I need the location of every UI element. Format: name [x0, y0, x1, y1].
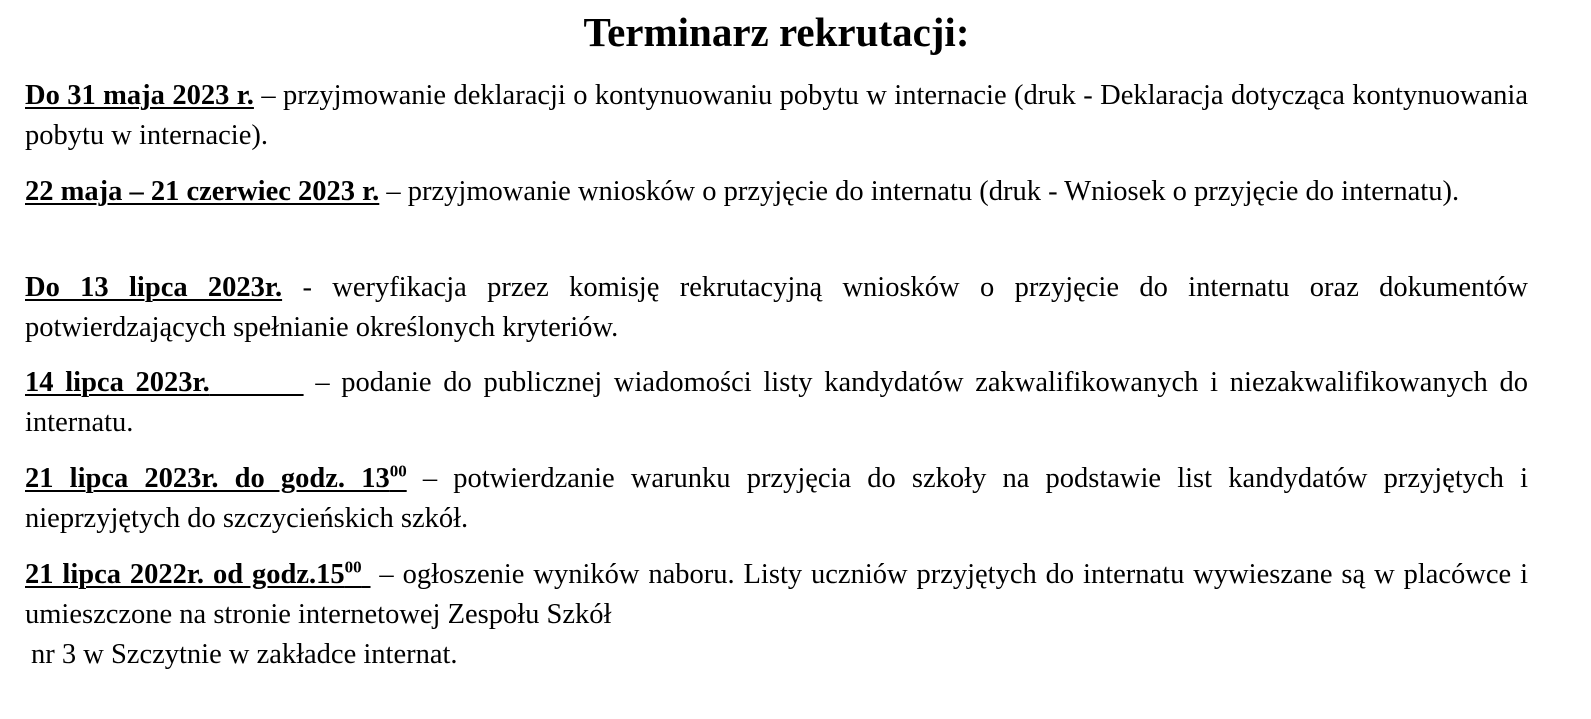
entry-text: – przyjmowanie deklaracji o kontynuowaniu pobytu w internacie (druk - Deklaracja dotycząca kontynuowania pobytu w internacie).: [25, 80, 1529, 151]
entry-date-text: 21 lipca 2022r. od godz.15: [25, 559, 345, 590]
entry-date-superscript: 00: [389, 461, 407, 481]
entry-date: Do 13 lipca 2023r.: [25, 272, 283, 303]
schedule-entry-5: [25, 459, 1528, 539]
entry-text: – przyjmowanie wniosków o przyjęcie do internatu (druk - Wniosek o przyjęcie do internatu).: [386, 176, 1460, 207]
entry-text-line2: nr 3 w Szczytnie w zakładce internat.: [31, 639, 458, 670]
entry-date-text: 21 lipca 2023r. do godz. 13: [25, 463, 390, 494]
schedule-entry-1: [25, 76, 1528, 156]
schedule-entry-3: [25, 268, 1528, 348]
entry-date: [25, 559, 371, 590]
schedule-entry-6: [25, 555, 1528, 675]
entry-date-superscript: 00: [344, 557, 362, 577]
entry-date-text: 14 lipca 2023r.: [25, 367, 210, 398]
entry-text-line1: – ogłoszenie wyników naboru. Listy uczniów przyjętych do internatu wywieszane są w placówce i umieszczone na stronie internetowej Zespołu Szkół: [25, 559, 1528, 630]
page-title: Terminarz rekrutacji:: [583, 9, 970, 55]
entry-date: Do 31 maja 2023 r.: [25, 80, 254, 111]
entry-text: – potwierdzanie warunku przyjęcia do szkoły na podstawie list kandydatów przyjętych i nieprzyjętych do szczycieńskich szkół.: [25, 463, 1528, 534]
schedule-entry-4: [25, 363, 1528, 443]
entry-date: [25, 367, 304, 398]
entry-date: [25, 463, 407, 494]
schedule-entry-2: [25, 172, 1528, 212]
entry-text: - weryfikacja przez komisję rekrutacyjną wniosków o przyjęcie do internatu oraz dokumentów potwierdzających spełnianie określonych kryteriów.: [25, 272, 1529, 343]
entry-date: 22 maja – 21 czerwiec 2023 r.: [25, 176, 380, 207]
entry-text: – podanie do publicznej wiadomości listy kandydatów zakwalifikowanych i niezakwalifikowanych do internatu.: [25, 367, 1529, 438]
document-page: [25, 0, 1528, 719]
